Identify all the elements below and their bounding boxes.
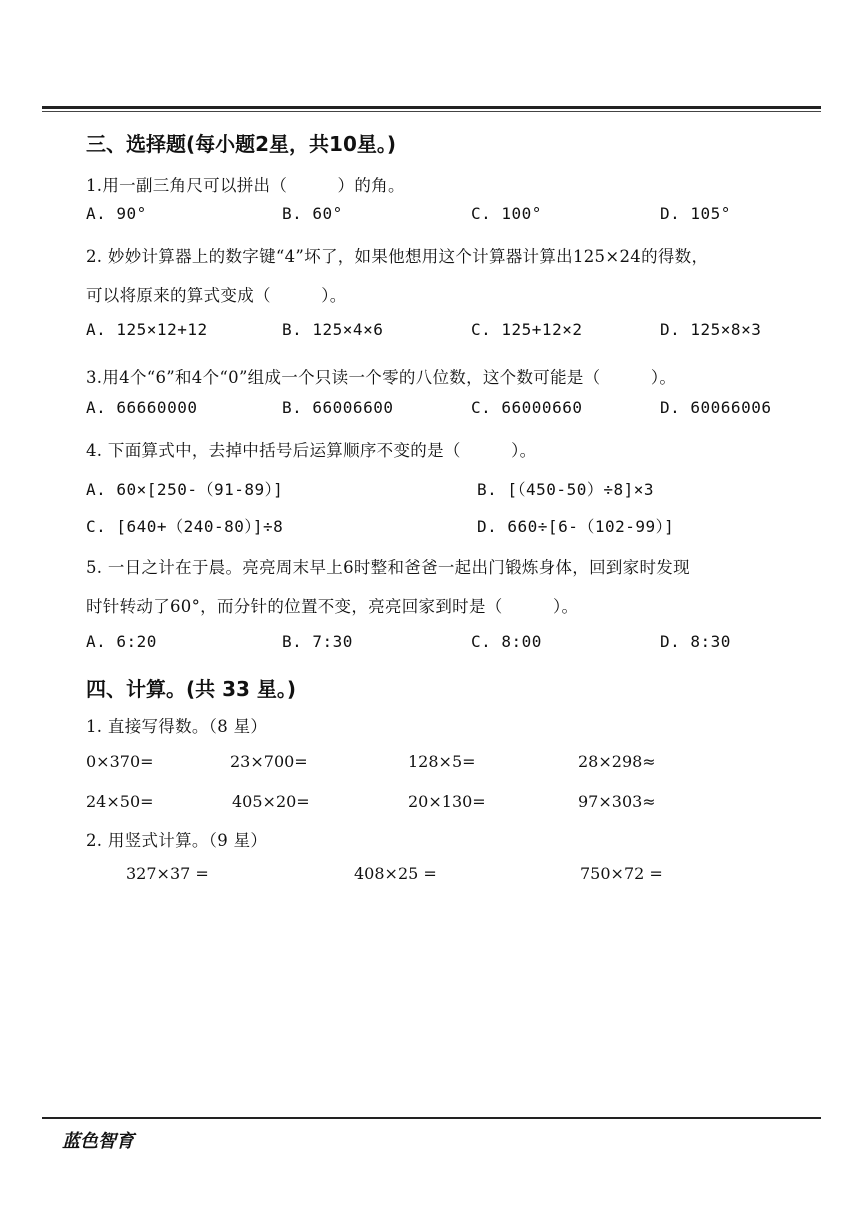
part1-title: 1. 直接写得数。（8 星） [86, 717, 268, 736]
q3-option-a: A. 66660000 [86, 398, 198, 417]
q4-option-d: D. 660÷[6-（102-99）] [477, 517, 675, 536]
q5-option-d: D. 8:30 [660, 632, 731, 651]
q2-option-b: B. 125×4×6 [282, 320, 384, 339]
q2-text-line2: 可以将原来的算式变成（ ）。 [86, 286, 347, 305]
q5-option-a: A. 6:20 [86, 632, 157, 651]
q1-text: 1.用一副三角尺可以拼出（ ）的角。 [86, 176, 405, 195]
q4-option-a: A. 60×[250-（91-89）] [86, 480, 284, 499]
part2-title: 2. 用竖式计算。（9 星） [86, 831, 268, 850]
q4-option-b: B. [（450-50）÷8]×3 [477, 480, 654, 499]
q3-text: 3.用4个“6”和4个“0”组成一个只读一个零的八位数，这个数可能是（ ）。 [86, 368, 677, 387]
q2-option-d: D. 125×8×3 [660, 320, 762, 339]
calc-1-3: 128×5= [408, 752, 476, 771]
header-rule [42, 106, 821, 109]
q5-text-line1: 5. 一日之计在于晨。亮亮周末早上6时整和爸爸一起出门锻炼身体，回到家时发现 [86, 558, 690, 577]
q2-option-c: C. 125+12×2 [471, 320, 583, 339]
calc-2-1: 24×50= [86, 792, 154, 811]
q1-option-d: D. 105° [660, 204, 731, 223]
section3-title: 三、选择题(每小题2星，共10星。) [86, 132, 397, 156]
q1-option-c: C. 100° [471, 204, 542, 223]
q5-option-b: B. 7:30 [282, 632, 353, 651]
section4-title: 四、计算。(共 33 星。) [86, 677, 297, 701]
q1-option-b: B. 60° [282, 204, 343, 223]
q4-text: 4. 下面算式中，去掉中括号后运算顺序不变的是（ ）。 [86, 441, 537, 460]
calc-1-1: 0×370= [86, 752, 154, 771]
brand-logo-text: 蓝色智育 [62, 1131, 134, 1152]
calc-1-4: 28×298≈ [578, 752, 656, 771]
vertical-calc-2: 408×25 = [354, 864, 437, 883]
q2-option-a: A. 125×12+12 [86, 320, 208, 339]
q1-option-a: A. 90° [86, 204, 147, 223]
q3-option-b: B. 66006600 [282, 398, 394, 417]
vertical-calc-1: 327×37 = [126, 864, 209, 883]
vertical-calc-3: 750×72 = [580, 864, 663, 883]
q3-option-d: D. 60066006 [660, 398, 772, 417]
header-rule-thin [42, 111, 821, 112]
q2-text-line1: 2. 妙妙计算器上的数字键“4”坏了，如果他想用这个计算器计算出125×24的得数， [86, 247, 709, 266]
q5-option-c: C. 8:00 [471, 632, 542, 651]
calc-2-3: 20×130= [408, 792, 486, 811]
calc-2-2: 405×20= [232, 792, 310, 811]
calc-1-2: 23×700= [230, 752, 308, 771]
q5-text-line2: 时针转动了60°，而分针的位置不变，亮亮回家到时是（ ）。 [86, 597, 579, 616]
q4-option-c: C. [640+（240-80）]÷8 [86, 517, 284, 536]
footer-rule [42, 1117, 821, 1119]
calc-2-4: 97×303≈ [578, 792, 656, 811]
q3-option-c: C. 66000660 [471, 398, 583, 417]
